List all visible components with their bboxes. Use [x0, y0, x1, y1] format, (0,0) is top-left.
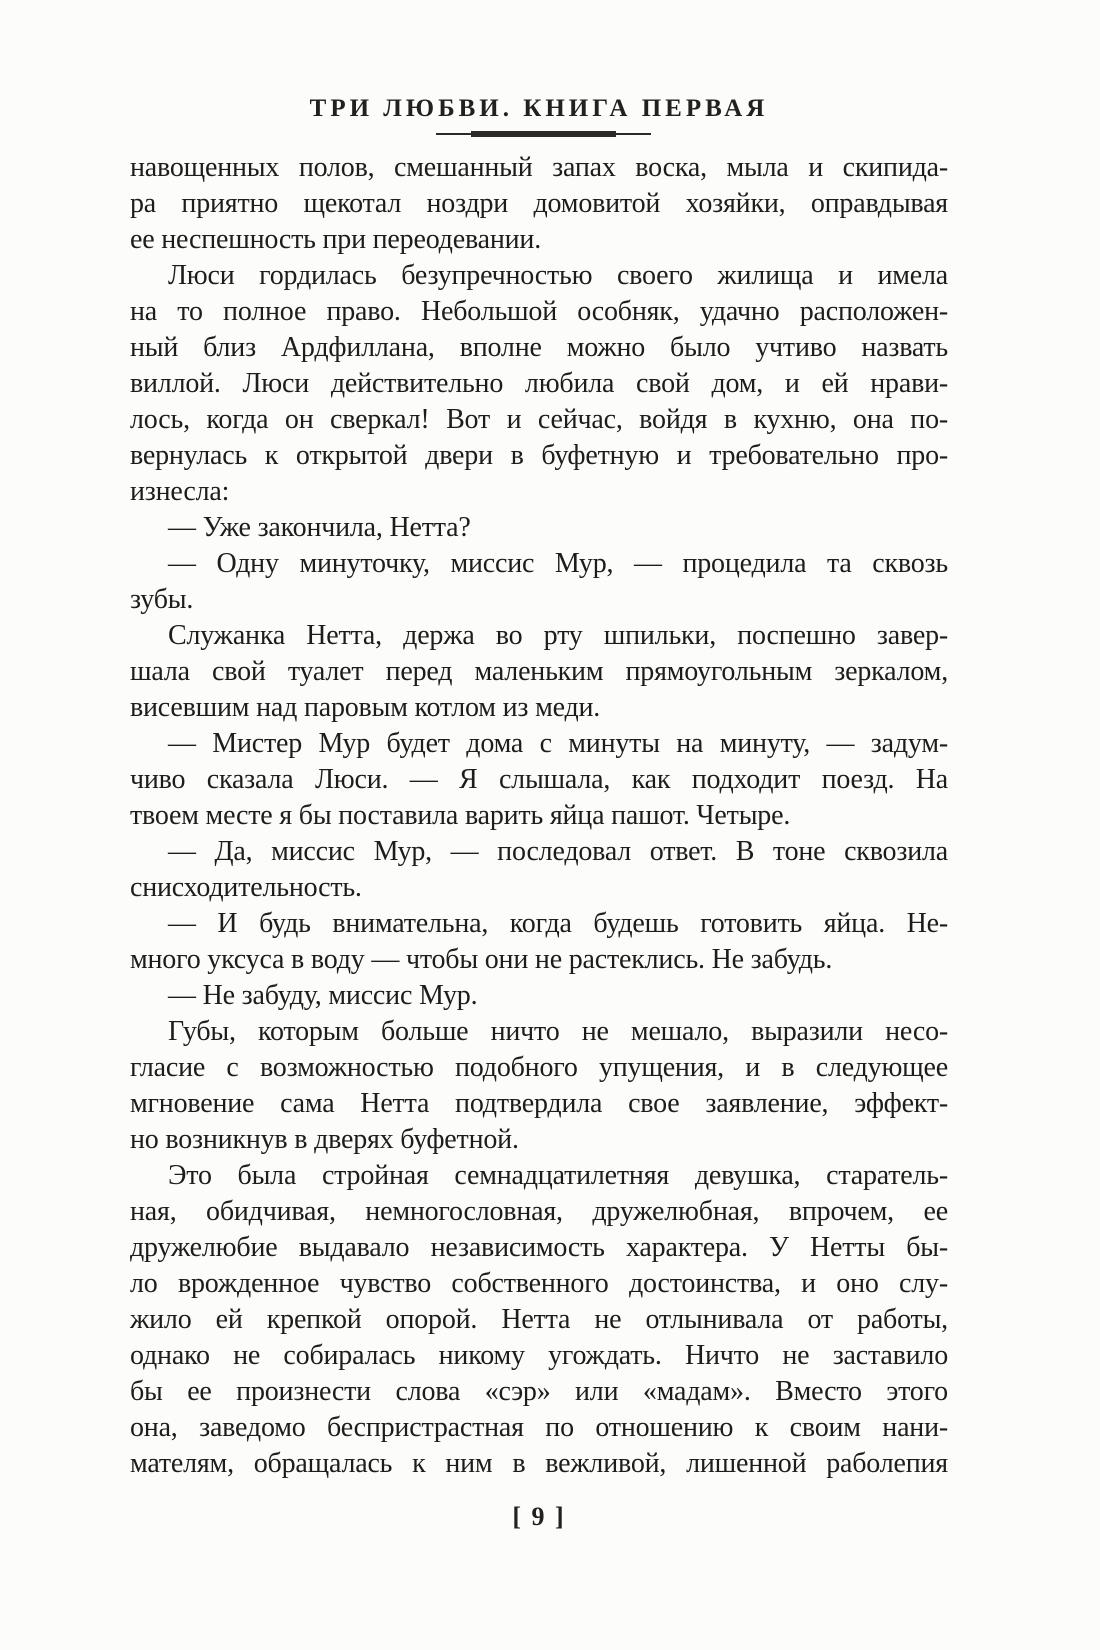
text-line: — И будь внимательна, когда будешь готовить яйца. Не- [168, 908, 948, 939]
paragraph [130, 150, 948, 258]
text-line: висевшим над паровым котлом из меди. [130, 692, 601, 723]
text-line: — Мистер Мур будет дома с минуты на минуту, — задум- [168, 728, 948, 759]
text-line: твоем месте я бы поставила варить яйца пашот. Четыре. [130, 800, 791, 831]
text-line: ее неспешность при переодевании. [130, 224, 541, 255]
text-line: снисходительность. [130, 872, 362, 903]
text-line: однако не собиралась никому угождать. Ничто не заставило [130, 1340, 948, 1371]
text-line: шала свой туалет перед маленьким прямоугольным зеркалом, [130, 656, 948, 687]
paragraph [130, 978, 948, 1014]
text-line: ный близ Ардфиллана, вполне можно было учтиво назвать [130, 332, 948, 363]
paragraph [130, 1014, 948, 1158]
page-number: [ 9 ] [512, 1502, 566, 1531]
text-line: на то полное право. Небольшой особняк, удачно расположен- [130, 296, 948, 327]
text-line: но возникнув в дверях буфетной. [130, 1124, 519, 1155]
header-divider [436, 130, 651, 138]
text-line: вернулась к открытой двери в буфетную и требовательно про- [130, 440, 948, 471]
paragraph [130, 258, 948, 510]
text-line: ная, обидчивая, немногословная, дружелюбная, впрочем, ее [130, 1196, 948, 1227]
divider-thick-rule [471, 131, 616, 137]
paragraph [130, 726, 948, 834]
text-line: жило ей крепкой опорой. Нетта не отлынивала от работы, [130, 1304, 948, 1335]
text-line: — Да, миссис Мур, — последовал ответ. В тоне сквозила [168, 836, 948, 867]
text-line: ра приятно щекотал ноздри домовитой хозяйки, оправдывая [130, 188, 948, 219]
text-line: ло врожденное чувство собственного достоинства, и оно слу- [130, 1268, 948, 1299]
text-line: Губы, которым больше ничто не мешало, выразили несо- [168, 1016, 948, 1047]
text-line: — Не забуду, миссис Мур. [168, 980, 478, 1011]
text-line: дружелюбие выдавало независимость характера. У Нетты бы- [130, 1232, 948, 1263]
running-head: ТРИ ЛЮБВИ. КНИГА ПЕРВАЯ [309, 95, 769, 122]
paragraph [130, 546, 948, 618]
paragraph [130, 906, 948, 978]
body-text [130, 150, 948, 1482]
text-line: мателям, обращалась к ним в вежливой, лишенной раболепия [130, 1448, 948, 1479]
text-line: зубы. [130, 584, 194, 615]
text-line: мгновение сама Нетта подтвердила свое заявление, эффект- [130, 1088, 948, 1119]
text-line: навощенных полов, смешанный запах воска, мыла и скипида- [130, 152, 948, 183]
paragraph [130, 834, 948, 906]
text-line: много уксуса в воду — чтобы они не растеклись. Не забудь. [130, 944, 833, 975]
paragraph [130, 618, 948, 726]
paragraph [130, 510, 948, 546]
paragraph [130, 1158, 948, 1482]
text-line: — Уже закончила, Нетта? [168, 512, 471, 543]
text-line: лось, когда он сверкал! Вот и сейчас, войдя в кухню, она по- [130, 404, 948, 435]
text-line: чиво сказала Люси. — Я слышала, как подходит поезд. На [130, 764, 948, 795]
text-line: бы ее произнести слова «сэр» или «мадам». Вместо этого [130, 1376, 948, 1407]
text-line: она, заведомо беспристрастная по отношению к своим нани- [130, 1412, 948, 1443]
text-line: Это была стройная семнадцатилетняя девушка, старатель- [168, 1160, 948, 1191]
text-line: — Одну минуточку, миссис Мур, — процедила та сквозь [168, 548, 948, 579]
text-line: гласие с возможностью подобного упущения, и в следующее [130, 1052, 948, 1083]
text-line: изнесла: [130, 476, 230, 507]
text-line: Люси гордилась безупречностью своего жилища и имела [168, 260, 948, 291]
text-line: виллой. Люси действительно любила свой дом, и ей нрави- [130, 368, 948, 399]
text-line: Служанка Нетта, держа во рту шпильки, поспешно завер- [168, 620, 948, 651]
